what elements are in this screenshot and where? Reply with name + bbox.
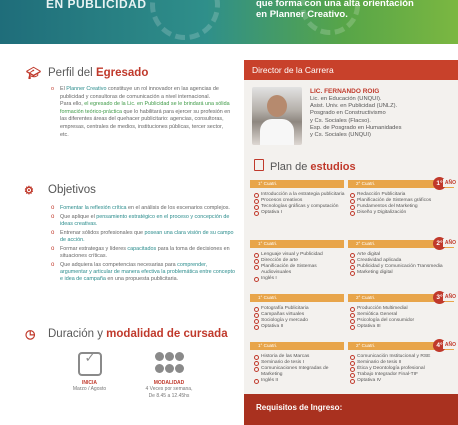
subject-list: Fotografía Publicitaria Campañas virtuales Sociología y mercado Optativa II: [254, 306, 346, 330]
modalidad-block: MODALIDAD 4 Veces por semana, De 8.45 a 12.45hs: [138, 352, 200, 399]
banner-title: EN PUBLICIDAD: [46, 0, 147, 11]
year-badge: 2°: [433, 237, 446, 250]
objetivos-list: [60, 205, 235, 285]
subject-list: Historia de las Marcas Seminario de tesis I Comunicaciones Integradas de Marketing Inglés II: [254, 354, 346, 384]
anio-label: AÑO: [444, 294, 456, 300]
list-item: o Formar estrategas y líderes capacitados para la toma de decisiones en situaciones críticas.: [60, 246, 235, 261]
subject-list: Producción Multimedial Semiótica General Psicología del consumidor Optativa III: [350, 306, 452, 330]
calendar-icon: [78, 352, 102, 376]
director-name: LIC. FERNANDO ROIG: [310, 88, 380, 95]
cuatrimestre-label: 1° Cuatri.: [250, 342, 344, 350]
target-icon: ⚙: [24, 185, 34, 197]
list-item: o Entrenar sólidos profesionales que posean una clara visión de su campo de acción.: [60, 230, 235, 245]
requisitos-bar: [244, 394, 458, 425]
people-icon: [154, 352, 184, 376]
gear-decoration: [150, 0, 220, 40]
year-badge: 3°: [433, 291, 446, 304]
document-icon: [254, 159, 264, 171]
right-panel: [244, 60, 458, 425]
year-badge: 1°: [433, 177, 446, 190]
anio-label: AÑO: [444, 240, 456, 246]
list-item: o Fomentar la reflexión crítica en el análisis de los escenarios complejos.: [60, 205, 235, 212]
list-item: o Que adquiera las competencias necesarias para comprender, argumentar y articular de manera efectiva la problemática entre concepto e idea de campaña en una propuesta publicitaria.: [60, 262, 235, 284]
subject-list: Lenguaje visual y Publicidad Dirección de arte Planificación de Sistemas Audiovisuales Inglés I: [254, 252, 346, 282]
cuatrimestre-label: 1° Cuatri.: [250, 294, 344, 302]
cuatrimestre-label: 1° Cuatri.: [250, 240, 344, 248]
director-header: Director de la Carrera: [244, 60, 458, 80]
anio-label: AÑO: [444, 342, 456, 348]
cuatrimestre-label: 2° Cuatri.: [348, 342, 454, 350]
director-credentials: Lic. en Educación (UNQUI). Asist. Univ. en Publicidad (UNLZ). Posgrado en Constructivismo y Cs. Sociales (Flacso). Esp. de Posgrado en Humanidades y Cs. Sociales (UNQUI): [310, 96, 402, 139]
plan-title: Plan de estudios: [270, 161, 356, 173]
duracion-title: Duración y modalidad de cursada: [48, 328, 228, 340]
subject-list: Redacción Publicitaria Planificación de Sistemas gráficos Fundamentos del Marketing Diseño y Digitalización: [350, 192, 452, 216]
cuatrimestre-label: 2° Cuatri.: [348, 180, 454, 188]
banner-tagline: que forma con una alta orientación en Planner Creativo.: [256, 0, 414, 20]
subject-list: Introducción a la estrategia publicitaria Procesos creativos Tecnologías gráficas y computación Optativa I: [254, 192, 346, 216]
director-photo: [252, 87, 302, 145]
perfil-text: o El Planner Creativo constituye un rol innovador en las agencias de publicidad y consultoras de comunicación a nivel internacional. Para ello, el egresado de la Lic. en Publicidad se le brindará una sólida formación teórico-práctica que lo habilitará para ejercer su profesión en las diferentes áreas del quehacer publicitario: agencias, consultoras, empresas, centrales de medios, instituciones públicas, tercer sector, etc.: [51, 86, 231, 138]
year-1: [250, 178, 456, 215]
perfil-title: Perfil del Egresado: [48, 67, 149, 79]
header-banner: [0, 0, 458, 44]
requisitos-title: Requisitos de Ingreso:: [256, 403, 343, 412]
cuatrimestre-label: 2° Cuatri.: [348, 240, 454, 248]
subject-list: Comunicación Institucional y RSE Seminario de tesis II Ética y Deontología profesional Trabajo Integrador Final-TIF Optativa IV: [350, 354, 452, 384]
subject-list: Arte digital Creatividad aplicada Publicidad y Comunicación Transmedia Marketing digital: [350, 252, 452, 276]
year-badge: 4°: [433, 339, 446, 352]
year-3: [250, 292, 456, 329]
cuatrimestre-label: 1° Cuatri.: [250, 180, 344, 188]
inicio-block: ✓ INICIA Marzo / Agosto: [62, 352, 117, 393]
anio-label: AÑO: [444, 180, 456, 186]
objetivos-title: Objetivos: [48, 184, 96, 196]
graduation-cap-icon: 🎓︎: [26, 66, 42, 80]
list-item: o Que aplique el pensamiento estratégico en el proceso y concepción de ideas creativas.: [60, 214, 235, 229]
year-4: [250, 340, 456, 383]
clock-icon: ◷: [25, 327, 36, 341]
cuatrimestre-label: 2° Cuatri.: [348, 294, 454, 302]
year-2: [250, 238, 456, 281]
